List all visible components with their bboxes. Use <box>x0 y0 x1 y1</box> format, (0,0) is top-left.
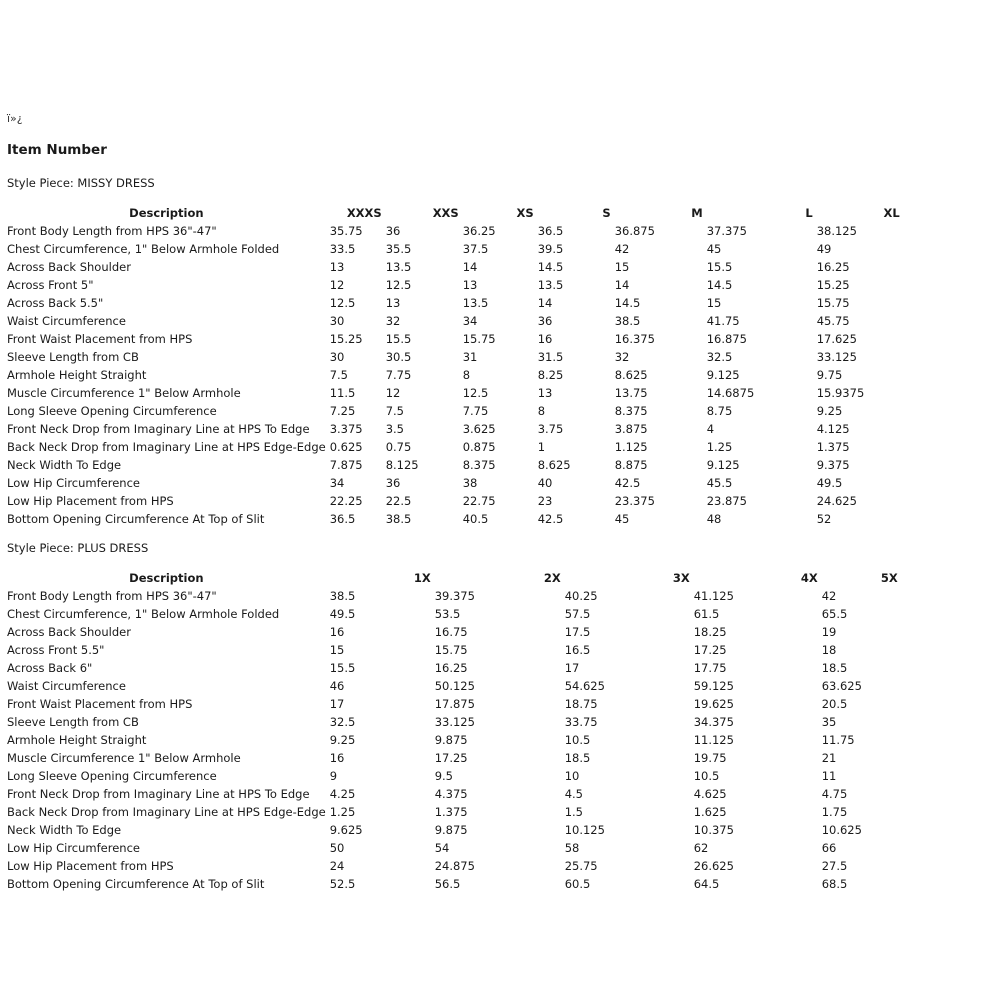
measurement-value: 18.25 <box>693 625 727 639</box>
table-row <box>5 510 902 528</box>
measurement-value: 15.25 <box>816 278 850 292</box>
column-header-size: 4X <box>800 571 818 585</box>
column-header-size: 2X <box>543 571 561 585</box>
measurement-value: 15.5 <box>706 260 733 274</box>
measurement-value: 64.5 <box>693 877 720 891</box>
measurement-value: 38 <box>462 476 478 490</box>
measurement-value: 17.5 <box>564 625 591 639</box>
measurement-value: 30.5 <box>385 350 412 364</box>
measurement-description: Across Back 5.5" <box>7 296 104 310</box>
measurement-description: Sleeve Length from CB <box>7 715 139 729</box>
table-row <box>5 258 902 276</box>
column-header-size: M <box>691 206 703 220</box>
measurement-value: 12.5 <box>385 278 412 292</box>
measurement-value: 8.75 <box>706 404 733 418</box>
measurement-value: 8.625 <box>537 458 571 472</box>
measurement-value: 13 <box>329 260 345 274</box>
measurement-value: 17.625 <box>816 332 857 346</box>
measurement-value: 15 <box>706 296 722 310</box>
measurement-value: 13.75 <box>614 386 648 400</box>
measurement-value: 23 <box>537 494 553 508</box>
measurement-value: 34.375 <box>693 715 734 729</box>
measurement-value: 9.5 <box>434 769 453 783</box>
measurement-value: 13 <box>462 278 478 292</box>
measurement-value: 13 <box>537 386 553 400</box>
measurement-value: 16.25 <box>434 661 468 675</box>
measurement-value: 59.125 <box>693 679 734 693</box>
measurement-value: 10.5 <box>693 769 720 783</box>
measurement-value: 38.5 <box>385 512 412 526</box>
measurement-value: 45.75 <box>816 314 850 328</box>
byte-order-mark-text: ï»¿ <box>7 112 23 125</box>
measurement-value: 15 <box>614 260 630 274</box>
measurement-value: 36.5 <box>537 224 564 238</box>
measurement-value: 41.125 <box>693 589 734 603</box>
measurement-value: 18 <box>821 643 837 657</box>
measurement-value: 32.5 <box>706 350 733 364</box>
measurement-value: 12.5 <box>329 296 356 310</box>
measurement-description: Neck Width To Edge <box>7 823 122 837</box>
measurement-value: 50.125 <box>434 679 475 693</box>
measurement-value: 25.75 <box>564 859 598 873</box>
measurement-description: Back Neck Drop from Imaginary Line at HPS Edge-Edge <box>7 440 326 454</box>
measurement-value: 1.5 <box>564 805 583 819</box>
measurement-value: 10.125 <box>564 823 605 837</box>
table-row <box>5 474 902 492</box>
table-row <box>5 659 900 677</box>
table-row <box>5 294 902 312</box>
measurement-value: 12 <box>385 386 401 400</box>
measurement-value: 13.5 <box>385 260 412 274</box>
measurement-value: 66 <box>821 841 837 855</box>
column-header-description: Description <box>129 206 204 220</box>
measurement-value: 0.75 <box>385 440 412 454</box>
column-header-description: Description <box>129 571 204 585</box>
table-row <box>5 749 900 767</box>
measurement-value: 26.625 <box>693 859 734 873</box>
measurement-value: 0.875 <box>462 440 496 454</box>
measurement-value: 1.75 <box>821 805 848 819</box>
measurement-value: 0.625 <box>329 440 363 454</box>
measurement-value: 24.625 <box>816 494 857 508</box>
table-header-row <box>5 204 902 222</box>
column-header-size: 1X <box>413 571 431 585</box>
measurement-value: 24.875 <box>434 859 475 873</box>
table-row <box>5 438 902 456</box>
measurement-value: 9.875 <box>434 823 468 837</box>
measurement-value: 1.25 <box>329 805 356 819</box>
measurement-description: Armhole Height Straight <box>7 368 147 382</box>
measurement-value: 1.125 <box>614 440 648 454</box>
measurement-value: 3.375 <box>329 422 363 436</box>
table-row <box>5 875 900 893</box>
measurement-value: 24 <box>329 859 345 873</box>
measurement-value: 10 <box>564 769 580 783</box>
measurement-value: 9 <box>329 769 338 783</box>
measurement-value: 9.25 <box>329 733 356 747</box>
column-header-size: 5X <box>880 571 898 585</box>
table-row <box>5 330 902 348</box>
measurement-value: 14.6875 <box>706 386 755 400</box>
measurement-value: 17.25 <box>434 751 468 765</box>
measurement-value: 21 <box>821 751 837 765</box>
measurement-value: 15.5 <box>329 661 356 675</box>
table-row <box>5 641 900 659</box>
measurement-value: 42.5 <box>614 476 641 490</box>
measurement-value: 16.375 <box>614 332 655 346</box>
measurement-value: 39.375 <box>434 589 475 603</box>
item-number-heading: Item Number <box>7 142 107 158</box>
measurement-description: Low Hip Circumference <box>7 476 140 490</box>
measurement-value: 8 <box>537 404 546 418</box>
measurement-description: Front Waist Placement from HPS <box>7 697 193 711</box>
style-piece-label-missy: Style Piece: MISSY DRESS <box>7 176 155 190</box>
measurement-value: 50 <box>329 841 345 855</box>
table-row <box>5 713 900 731</box>
measurement-value: 68.5 <box>821 877 848 891</box>
measurement-description: Waist Circumference <box>7 679 126 693</box>
column-header-size: XS <box>516 206 534 220</box>
table-row <box>5 276 902 294</box>
table-row <box>5 695 900 713</box>
measurement-value: 42 <box>821 589 837 603</box>
measurement-description: Front Body Length from HPS 36"-47" <box>7 224 217 238</box>
table-row <box>5 731 900 749</box>
measurement-value: 16 <box>537 332 553 346</box>
measurement-value: 23.375 <box>614 494 655 508</box>
measurement-value: 53.5 <box>434 607 461 621</box>
measurement-value: 38.5 <box>614 314 641 328</box>
measurement-value: 38.5 <box>329 589 356 603</box>
measurement-value: 60.5 <box>564 877 591 891</box>
table-row <box>5 348 902 366</box>
measurement-value: 14.5 <box>537 260 564 274</box>
measurement-value: 18.5 <box>821 661 848 675</box>
measurement-value: 36.5 <box>329 512 356 526</box>
measurement-value: 8.375 <box>614 404 648 418</box>
measurement-value: 30 <box>329 314 345 328</box>
measurement-value: 1.375 <box>816 440 850 454</box>
measurement-value: 13 <box>385 296 401 310</box>
table-header-row <box>5 569 900 587</box>
measurement-value: 11 <box>821 769 837 783</box>
measurement-description: Armhole Height Straight <box>7 733 147 747</box>
measurement-value: 15.75 <box>816 296 850 310</box>
column-header-size: L <box>805 206 813 220</box>
measurement-value: 40.25 <box>564 589 598 603</box>
measurement-value: 34 <box>329 476 345 490</box>
measurement-description: Low Hip Placement from HPS <box>7 859 174 873</box>
measurement-description: Waist Circumference <box>7 314 126 328</box>
measurement-value: 11.125 <box>693 733 734 747</box>
measurement-value: 40.5 <box>462 512 489 526</box>
measurement-value: 11.5 <box>329 386 356 400</box>
measurement-value: 58 <box>564 841 580 855</box>
table-row <box>5 839 900 857</box>
measurement-description: Long Sleeve Opening Circumference <box>7 769 217 783</box>
measurement-description: Low Hip Placement from HPS <box>7 494 174 508</box>
table-row <box>5 222 902 240</box>
measurement-value: 9.375 <box>816 458 850 472</box>
measurement-description: Across Back Shoulder <box>7 625 131 639</box>
measurement-value: 8.375 <box>462 458 496 472</box>
measurement-value: 4.75 <box>821 787 848 801</box>
measurement-value: 23.875 <box>706 494 747 508</box>
measurement-value: 35.5 <box>385 242 412 256</box>
measurement-value: 7.75 <box>385 368 412 382</box>
measurement-value: 52 <box>816 512 832 526</box>
measurement-value: 33.125 <box>434 715 475 729</box>
measurement-value: 9.75 <box>816 368 843 382</box>
table-row <box>5 402 902 420</box>
measurement-description: Low Hip Circumference <box>7 841 140 855</box>
column-header-size: XL <box>883 206 900 220</box>
measurement-value: 49 <box>816 242 832 256</box>
measurement-value: 1.25 <box>706 440 733 454</box>
measurement-value: 16.875 <box>706 332 747 346</box>
measurement-value: 7.875 <box>329 458 363 472</box>
measurement-value: 7.25 <box>329 404 356 418</box>
measurement-value: 61.5 <box>693 607 720 621</box>
measurement-value: 8.25 <box>537 368 564 382</box>
measurement-value: 8.875 <box>614 458 648 472</box>
table-row <box>5 623 900 641</box>
measurement-value: 42 <box>614 242 630 256</box>
table-row <box>5 384 902 402</box>
column-header-size: S <box>602 206 611 220</box>
measurement-description: Back Neck Drop from Imaginary Line at HPS Edge-Edge <box>7 805 326 819</box>
measurement-value: 13.5 <box>462 296 489 310</box>
measurement-description: Across Back 6" <box>7 661 93 675</box>
measurement-value: 8 <box>462 368 471 382</box>
measurement-value: 56.5 <box>434 877 461 891</box>
measurement-value: 17 <box>564 661 580 675</box>
measurement-value: 20.5 <box>821 697 848 711</box>
measurement-value: 36 <box>385 224 401 238</box>
measurement-value: 19.75 <box>693 751 727 765</box>
measurement-value: 1 <box>537 440 546 454</box>
measurement-description: Neck Width To Edge <box>7 458 122 472</box>
table-row <box>5 677 900 695</box>
measurement-value: 10.625 <box>821 823 862 837</box>
measurement-value: 22.75 <box>462 494 496 508</box>
measurement-value: 36 <box>385 476 401 490</box>
measurement-description: Across Front 5" <box>7 278 94 292</box>
measurement-value: 45 <box>614 512 630 526</box>
table-row <box>5 456 902 474</box>
measurement-value: 36 <box>537 314 553 328</box>
measurement-value: 12 <box>329 278 345 292</box>
measurement-description: Chest Circumference, 1" Below Armhole Folded <box>7 607 280 621</box>
spec-table-missy <box>5 204 902 528</box>
style-piece-label-plus: Style Piece: PLUS DRESS <box>7 541 149 555</box>
measurement-value: 48 <box>706 512 722 526</box>
measurement-value: 27.5 <box>821 859 848 873</box>
measurement-value: 15.5 <box>385 332 412 346</box>
measurement-description: Front Body Length from HPS 36"-47" <box>7 589 217 603</box>
measurement-value: 37.5 <box>462 242 489 256</box>
measurement-value: 54 <box>434 841 450 855</box>
measurement-value: 4.25 <box>329 787 356 801</box>
measurement-value: 1.375 <box>434 805 468 819</box>
measurement-value: 39.5 <box>537 242 564 256</box>
measurement-value: 14 <box>462 260 478 274</box>
measurement-value: 45 <box>706 242 722 256</box>
measurement-value: 31 <box>462 350 478 364</box>
measurement-value: 8.125 <box>385 458 419 472</box>
measurement-value: 54.625 <box>564 679 605 693</box>
table-row <box>5 587 900 605</box>
measurement-value: 33.75 <box>564 715 598 729</box>
measurement-value: 14 <box>537 296 553 310</box>
measurement-value: 11.75 <box>821 733 855 747</box>
measurement-value: 3.5 <box>385 422 404 436</box>
measurement-value: 34 <box>462 314 478 328</box>
measurement-description: Muscle Circumference 1" Below Armhole <box>7 386 241 400</box>
column-header-size: XXXS <box>346 206 382 220</box>
measurement-value: 3.625 <box>462 422 496 436</box>
measurement-description: Muscle Circumference 1" Below Armhole <box>7 751 241 765</box>
table-row <box>5 857 900 875</box>
measurement-value: 18.75 <box>564 697 598 711</box>
measurement-value: 36.875 <box>614 224 655 238</box>
measurement-value: 9.125 <box>706 458 740 472</box>
measurement-value: 15.75 <box>462 332 496 346</box>
measurement-value: 15.9375 <box>816 386 865 400</box>
measurement-value: 22.5 <box>385 494 412 508</box>
measurement-value: 3.875 <box>614 422 648 436</box>
measurement-value: 10.375 <box>693 823 734 837</box>
measurement-description: Front Neck Drop from Imaginary Line at HPS To Edge <box>7 787 310 801</box>
measurement-value: 14.5 <box>614 296 641 310</box>
column-header-size: XXS <box>432 206 459 220</box>
measurement-value: 9.125 <box>706 368 740 382</box>
table-row <box>5 492 902 510</box>
column-header-size: 3X <box>672 571 690 585</box>
measurement-value: 7.5 <box>385 404 404 418</box>
measurement-value: 1.625 <box>693 805 727 819</box>
table-row <box>5 366 902 384</box>
measurement-value: 9.25 <box>816 404 843 418</box>
measurement-description: Bottom Opening Circumference At Top of Slit <box>7 877 265 891</box>
measurement-value: 32.5 <box>329 715 356 729</box>
measurement-value: 35.75 <box>329 224 363 238</box>
measurement-description: Bottom Opening Circumference At Top of Slit <box>7 512 265 526</box>
measurement-value: 57.5 <box>564 607 591 621</box>
measurement-description: Chest Circumference, 1" Below Armhole Folded <box>7 242 280 256</box>
measurement-value: 15.25 <box>329 332 363 346</box>
measurement-value: 10.5 <box>564 733 591 747</box>
measurement-value: 19.625 <box>693 697 734 711</box>
measurement-value: 49.5 <box>329 607 356 621</box>
measurement-value: 4.625 <box>693 787 727 801</box>
table-row <box>5 767 900 785</box>
measurement-description: Sleeve Length from CB <box>7 350 139 364</box>
measurement-value: 42.5 <box>537 512 564 526</box>
measurement-value: 52.5 <box>329 877 356 891</box>
measurement-value: 35 <box>821 715 837 729</box>
measurement-value: 4.125 <box>816 422 850 436</box>
measurement-value: 40 <box>537 476 553 490</box>
measurement-description: Front Neck Drop from Imaginary Line at HPS To Edge <box>7 422 310 436</box>
measurement-value: 9.875 <box>434 733 468 747</box>
measurement-value: 4.5 <box>564 787 583 801</box>
measurement-value: 33.5 <box>329 242 356 256</box>
table-row <box>5 240 902 258</box>
table-row <box>5 420 902 438</box>
table-row <box>5 785 900 803</box>
measurement-description: Front Waist Placement from HPS <box>7 332 193 346</box>
measurement-value: 19 <box>821 625 837 639</box>
measurement-value: 46 <box>329 679 345 693</box>
measurement-value: 16.75 <box>434 625 468 639</box>
measurement-value: 15 <box>329 643 345 657</box>
measurement-value: 18.5 <box>564 751 591 765</box>
measurement-description: Long Sleeve Opening Circumference <box>7 404 217 418</box>
measurement-value: 22.25 <box>329 494 363 508</box>
measurement-value: 36.25 <box>462 224 496 238</box>
measurement-description: Across Front 5.5" <box>7 643 105 657</box>
measurement-value: 16 <box>329 751 345 765</box>
measurement-value: 4 <box>706 422 715 436</box>
measurement-value: 13.5 <box>537 278 564 292</box>
measurement-value: 45.5 <box>706 476 733 490</box>
measurement-value: 8.625 <box>614 368 648 382</box>
measurement-value: 31.5 <box>537 350 564 364</box>
measurement-value: 16 <box>329 625 345 639</box>
measurement-value: 12.5 <box>462 386 489 400</box>
measurement-value: 14.5 <box>706 278 733 292</box>
measurement-value: 30 <box>329 350 345 364</box>
measurement-value: 17.75 <box>693 661 727 675</box>
measurement-value: 16.5 <box>564 643 591 657</box>
table-row <box>5 821 900 839</box>
measurement-value: 65.5 <box>821 607 848 621</box>
measurement-value: 63.625 <box>821 679 862 693</box>
measurement-description: Across Back Shoulder <box>7 260 131 274</box>
measurement-value: 17.25 <box>693 643 727 657</box>
measurement-value: 4.375 <box>434 787 468 801</box>
table-row <box>5 605 900 623</box>
measurement-value: 17.875 <box>434 697 475 711</box>
measurement-value: 3.75 <box>537 422 564 436</box>
table-row <box>5 803 900 821</box>
measurement-value: 14 <box>614 278 630 292</box>
measurement-value: 49.5 <box>816 476 843 490</box>
measurement-value: 32 <box>614 350 630 364</box>
measurement-value: 7.5 <box>329 368 348 382</box>
measurement-value: 37.375 <box>706 224 747 238</box>
measurement-value: 16.25 <box>816 260 850 274</box>
table-row <box>5 312 902 330</box>
measurement-value: 17 <box>329 697 345 711</box>
measurement-value: 15.75 <box>434 643 468 657</box>
spec-table-plus <box>5 569 900 893</box>
measurement-value: 7.75 <box>462 404 489 418</box>
measurement-value: 32 <box>385 314 401 328</box>
measurement-value: 41.75 <box>706 314 740 328</box>
measurement-value: 38.125 <box>816 224 857 238</box>
measurement-value: 33.125 <box>816 350 857 364</box>
measurement-value: 62 <box>693 841 709 855</box>
measurement-value: 9.625 <box>329 823 363 837</box>
